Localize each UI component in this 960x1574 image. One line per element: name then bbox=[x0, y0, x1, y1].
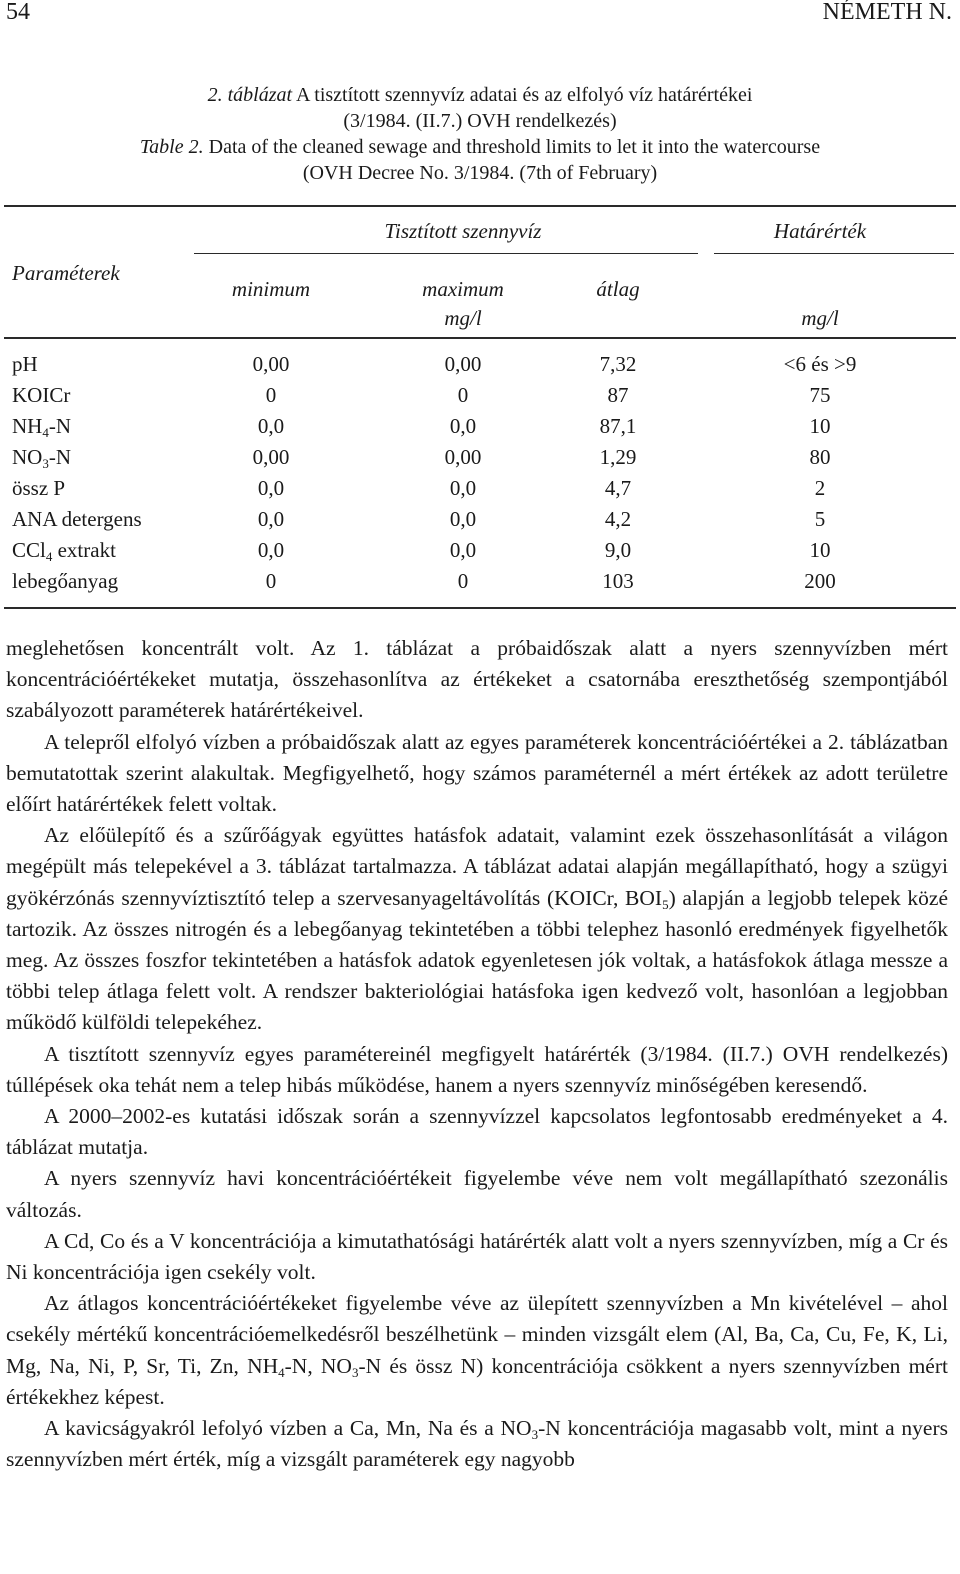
param-subscript: 4 bbox=[42, 425, 49, 440]
min-cell: 0 bbox=[265, 383, 277, 407]
paragraph-text: -N koncentrációja magasabb volt, mint a nyers szennyvízben mért érték, míg a vizsgált paraméterek egy nagyobb bbox=[6, 1416, 948, 1472]
max-cell: 0,0 bbox=[449, 476, 477, 500]
max-cell: 0 bbox=[457, 383, 469, 407]
paragraph bbox=[6, 1288, 948, 1413]
header-maximum: maximum bbox=[422, 277, 504, 301]
avg-cell: 1,29 bbox=[599, 445, 637, 469]
min-cell: 0,0 bbox=[257, 538, 285, 562]
author-surname-rest: ÉMETH bbox=[840, 0, 923, 25]
max-cell: 0,0 bbox=[449, 414, 477, 438]
param-cell: össz P bbox=[12, 476, 66, 500]
caption-en-label: Table 2. bbox=[139, 136, 204, 158]
max-cell: 0,0 bbox=[449, 507, 477, 531]
avg-cell: 87,1 bbox=[599, 414, 637, 438]
paragraph-text: A kavicságyakról lefolyó vízben a Ca, Mn, Na és a NO bbox=[44, 1416, 532, 1441]
caption-en-reference: (OVH Decree No. 3/1984. (7th of February) bbox=[302, 162, 658, 184]
avg-cell: 9,0 bbox=[604, 538, 632, 562]
max-cell: 0,00 bbox=[444, 445, 482, 469]
paragraph: A Cd, Co és a V koncentrációja a kimutathatósági határérték alatt volt a nyers szennyvízben, míg a Cr és Ni koncentrációja igen csekély volt. bbox=[6, 1228, 948, 1285]
limit-cell: 75 bbox=[809, 383, 831, 407]
param-suffix: -N bbox=[48, 414, 72, 438]
caption-hu-line bbox=[0, 82, 960, 108]
subscript: 4 bbox=[278, 1364, 285, 1380]
paragraph bbox=[6, 1413, 948, 1475]
author-first-letter: N bbox=[822, 0, 840, 25]
paragraph-text: -N és össz N) koncentrációja csökkent a nyers szennyvízben mért értékekhez képest. bbox=[6, 1353, 948, 1409]
caption-en-text: Data of the cleaned sewage and threshold limits to let it into the watercourse bbox=[208, 136, 821, 158]
table-header-rule bbox=[4, 337, 956, 339]
param-subscript: 3 bbox=[42, 456, 49, 471]
param-suffix: -N bbox=[48, 445, 72, 469]
caption-hu-text: A tisztított szennyvíz adatai és az elfolyó víz határértékei bbox=[295, 84, 753, 106]
limit-cell: 200 bbox=[804, 569, 836, 593]
body-text bbox=[6, 633, 948, 1475]
running-author bbox=[823, 0, 952, 28]
limit-underline-rule bbox=[714, 253, 954, 254]
header-parameters: Paraméterek bbox=[12, 261, 120, 285]
paragraph: A tisztított szennyvíz egyes paramétereinél megfigyelt határérték (3/1984. (II.7.) OVH rendelkezés) túllépések oka tehát nem a telep hibás működése, hanem a nyers szennyvíz minőségében keresendő. bbox=[6, 1041, 948, 1097]
table-bottom-rule bbox=[4, 607, 956, 609]
paragraph bbox=[6, 820, 948, 1038]
avg-cell: 7,32 bbox=[599, 352, 637, 376]
group-underline-rule bbox=[194, 253, 698, 254]
param-cell: ANA detergens bbox=[12, 507, 142, 531]
header-limit-unit: mg/l bbox=[801, 306, 839, 330]
limit-cell: <6 és >9 bbox=[783, 352, 857, 376]
subscript: 3 bbox=[531, 1427, 539, 1443]
max-cell: 0,0 bbox=[449, 538, 477, 562]
subscript: 3 bbox=[351, 1364, 359, 1380]
param-cell bbox=[12, 537, 116, 563]
header-average: átlag bbox=[596, 277, 640, 301]
paragraph: A telepről elfolyó vízben a próbaidőszak alatt az egyes paraméterek koncentrációértékei a 2. táblázatban bemutatottak szerint alakultak. Megfigyelhető, hogy számos paraméternél a mért értékek az adott területre előírt határértékek felett voltak. bbox=[6, 729, 948, 817]
max-cell: 0,00 bbox=[444, 352, 482, 376]
paragraph: A nyers szennyvíz havi koncentrációértékeit figyelembe véve nem volt megállapítható szezonális változás. bbox=[6, 1166, 948, 1222]
caption-hu-label: 2. táblázat bbox=[207, 84, 293, 106]
param-cell: KOICr bbox=[12, 383, 71, 407]
limit-cell: 10 bbox=[809, 414, 831, 438]
param-base: CCl bbox=[12, 538, 46, 562]
max-cell: 0 bbox=[457, 569, 469, 593]
param-base: NH bbox=[12, 414, 43, 438]
paragraph-text: Az átlagos koncentrációértékeket figyelembe véve az ülepített szennyvízben a Mn kivételével – ahol csekély mértékű koncentrációemelkedésről beszélhetünk – minden vizsgált elem (Al, Ba, Ca, Cu, Fe, K, Li, Mg, Na, Ni, P, Sr, Ti, Zn, NH bbox=[6, 1291, 948, 1378]
limit-cell: 80 bbox=[809, 445, 831, 469]
avg-cell: 103 bbox=[602, 569, 634, 593]
min-cell: 0,00 bbox=[252, 445, 290, 469]
paragraph-text: ) alapján a legjobb telepek közé tartozik. Az összes nitrogén és a lebegőanyag tekintetében a többi telephez hasonló eredmények figyelhetők meg. Az összes foszfor tekintetében a hatásfok adatok egyenletesen jók voltak, a hatásfokok átlaga messze a többi telep átlaga felett volt. A rendszer bakteriológiai hatásfoka igen kedvező volt, hasonlóan a legjobban működő külföldi telepekéhez. bbox=[6, 885, 948, 1035]
paragraph: meglehetősen koncentrált volt. Az 1. táblázat a próbaidőszak alatt a nyers szennyvízben mért koncentrációértékeket mutatja, összehasonlítva az értékeket a csatornába ereszthetőség szempontjából szabályozott paraméterek határértékeivel. bbox=[6, 636, 948, 723]
min-cell: 0,00 bbox=[252, 352, 290, 376]
min-cell: 0,0 bbox=[257, 414, 285, 438]
paragraph-text: Az előülepítő és a szűrőágyak együttes hatásfok adatait, valamint ezek összehasonlítását a világon megépült más telepekével a 3. táblázat tartalmazza. A táblázat adatai alapján megállapítható, hogy a szügyi gyökérzónás szennyvíztisztító telep a szervesanyageltávolítás (KOICr, BOI bbox=[6, 823, 948, 910]
param-subscript: 4 bbox=[45, 549, 53, 564]
param-cell: lebegőanyag bbox=[12, 569, 119, 593]
author-initial: N. bbox=[928, 0, 952, 25]
param-cell bbox=[12, 444, 71, 470]
min-cell: 0,0 bbox=[257, 476, 285, 500]
header-cleaned-sewage: Tisztított szennyvíz bbox=[384, 219, 542, 243]
param-cell bbox=[12, 413, 71, 439]
avg-cell: 87 bbox=[607, 383, 629, 407]
avg-cell: 4,7 bbox=[604, 476, 632, 500]
subscript: 5 bbox=[662, 896, 669, 912]
paragraph: A 2000–2002-es kutatási időszak során a szennyvízzel kapcsolatos legfontosabb eredményeket a 4. táblázat mutatja. bbox=[6, 1104, 948, 1160]
header-unit: mg/l bbox=[444, 306, 482, 330]
param-cell: pH bbox=[12, 352, 38, 376]
paragraph-text: -N, NO bbox=[284, 1353, 352, 1378]
caption-hu-reference: (3/1984. (II.7.) OVH rendelkezés) bbox=[343, 110, 617, 132]
min-cell: 0,0 bbox=[257, 507, 285, 531]
table-top-rule bbox=[4, 205, 956, 207]
page-number: 54 bbox=[6, 0, 30, 25]
param-base: NO bbox=[12, 445, 43, 469]
limit-cell: 10 bbox=[809, 538, 831, 562]
param-suffix: extrakt bbox=[52, 538, 116, 562]
caption-en-line bbox=[0, 134, 960, 160]
avg-cell: 4,2 bbox=[604, 507, 632, 531]
header-minimum: minimum bbox=[231, 277, 311, 301]
header-limit: Határérték bbox=[773, 219, 867, 243]
min-cell: 0 bbox=[265, 569, 277, 593]
limit-cell: 2 bbox=[814, 476, 826, 500]
limit-cell: 5 bbox=[814, 507, 826, 531]
